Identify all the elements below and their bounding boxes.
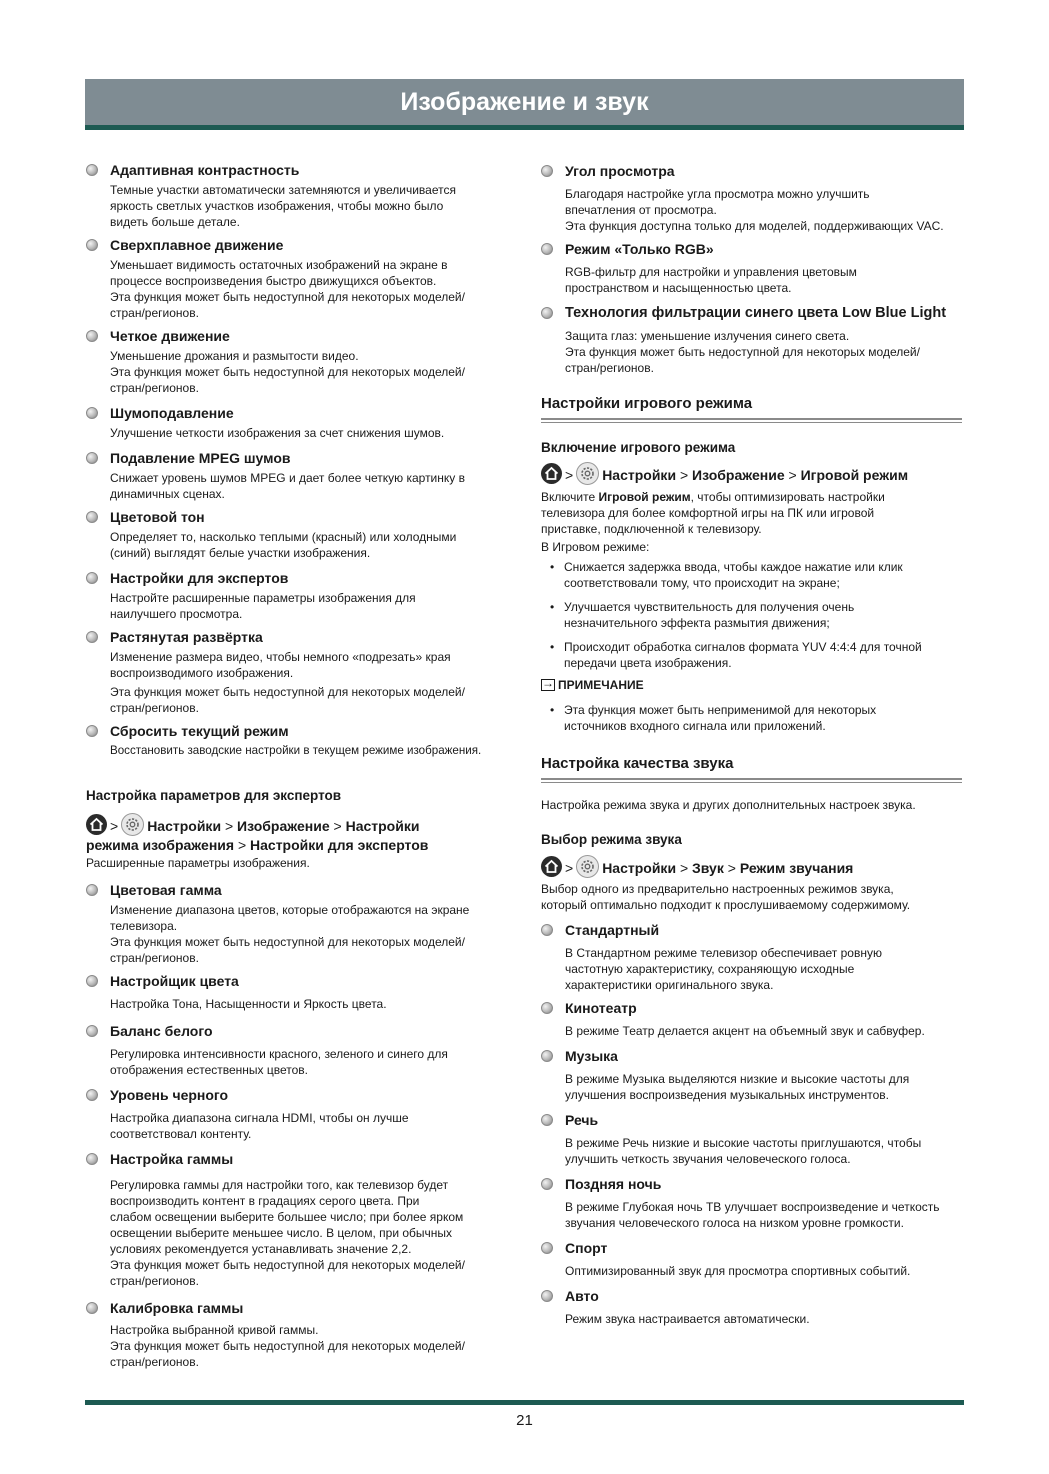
item-title: Шумоподавление <box>110 405 234 421</box>
page-number: 21 <box>516 1412 533 1429</box>
bullet-icon <box>86 572 98 584</box>
item-desc: Восстановить заводские настройки в текущем режиме изображения. <box>110 744 482 757</box>
item-desc: Настройка выбранной кривой гаммы. Эта функция может быть недоступной для некоторых моделей/ стран/регионов. <box>110 1323 465 1369</box>
item-desc: В режиме Глубокая ночь ТВ улучшает воспроизведение и четкость звучания человеческого голоса на низком уровне громкости. <box>565 1200 940 1230</box>
bullet-icon <box>86 164 98 176</box>
item-title: Настройка гаммы <box>110 1151 234 1167</box>
item-title: Музыка <box>565 1048 618 1064</box>
list-item <box>541 921 966 993</box>
item-desc: Настройка диапазона сигнала HDMI, чтобы он лучше соответствовал контенту. <box>110 1111 409 1141</box>
item-desc: В режиме Музыка выделяются низкие и высокие частоты для улучшения воспроизведения музыкальных инструментов. <box>565 1072 910 1102</box>
item-title: Четкое движение <box>110 328 230 344</box>
note-list <box>541 702 966 734</box>
list-item <box>86 508 511 561</box>
bullet-icon <box>541 1050 553 1062</box>
bullet-icon <box>541 1002 553 1014</box>
bullet-icon <box>86 975 98 987</box>
section-heading: Настройки игрового режима <box>541 395 753 412</box>
item-desc: В режиме Театр делается акцент на объемный звук и сабвуфер. <box>565 1024 925 1038</box>
item-desc: В режиме Речь низкие и высокие частоты приглушаются, чтобы улучшить четкость звучания человеческого голоса. <box>565 1136 922 1166</box>
bullet-icon <box>541 1178 553 1190</box>
item-desc: Уменьшает видимость остаточных изображений на экране в процессе воспроизведения быстро движущихся объектов. Эта функция может быть недоступной для некоторых моделей/ стран/регионов. <box>110 258 465 320</box>
menu-path: > Настройки > Изображение > Настройки режима изображения > Настройки для экспертов <box>86 813 511 855</box>
heading-rule <box>541 418 962 423</box>
heading-rule <box>541 778 962 783</box>
bullet-icon <box>541 1290 553 1302</box>
in-game-label: В Игровом режиме: <box>541 540 650 554</box>
home-icon <box>541 463 562 484</box>
list-item <box>541 1111 966 1167</box>
item-desc: Регулировка гаммы для настройки того, как телевизор будет воспроизводить контент в градациях серого цвета. При слабом освещении выберите большее число; при более ярком освещении выберите меньшее число. В целом, при обычных условиях рекомендуется устанавливать значение 2,2. Эта функция может быть недоступной для некоторых моделей/ стран/регионов. <box>110 1178 465 1288</box>
list-item <box>541 304 966 376</box>
list-item <box>86 569 511 622</box>
item-title: Цветовой тон <box>110 509 205 525</box>
section-heading: Настройка качества звука <box>541 755 734 772</box>
item-desc: Регулировка интенсивности красного, зеленого и синего для отображения естественных цветов. <box>110 1047 448 1077</box>
sub-heading: Выбор режима звука <box>541 832 682 847</box>
list-item <box>86 1086 511 1142</box>
bullet-icon <box>541 307 553 319</box>
item-desc: RGB-фильтр для настройки и управления цветовым пространством и насыщенностью цвета. <box>565 265 857 295</box>
item-title: Настройщик цвета <box>110 973 239 989</box>
feature-list <box>541 559 966 671</box>
list-item <box>86 972 511 1012</box>
bullet-icon <box>86 452 98 464</box>
item-title: Режим «Только RGB» <box>565 241 714 257</box>
item-title: Угол просмотра <box>565 163 675 179</box>
bullet-icon <box>86 725 98 737</box>
bullet-icon <box>86 330 98 342</box>
item-title: Сверхплавное движение <box>110 237 284 253</box>
section-intro: Настройка режима звука и других дополнительных настроек звука. <box>541 798 916 812</box>
bullet-icon <box>541 924 553 936</box>
section-heading: Настройка параметров для экспертов <box>86 788 342 803</box>
list-item <box>86 1299 511 1370</box>
left-column <box>86 161 511 1370</box>
item-desc: Оптимизированный звук для просмотра спортивных событий. <box>565 1264 911 1278</box>
item-title: Авто <box>565 1288 599 1304</box>
item-title: Цветовая гамма <box>110 882 222 898</box>
list-item <box>86 1022 511 1078</box>
item-desc: Настройте расширенные параметры изображения для наилучшего просмотра. <box>110 591 416 621</box>
item-desc: Благодаря настройке угла просмотра можно улучшить впечатления от просмотра. Эта функция доступна только для моделей, поддерживающих VAC. <box>565 187 944 233</box>
item-title: Стандартный <box>565 922 660 938</box>
gear-icon <box>576 855 599 878</box>
list-item: • Происходит обработка сигналов формата YUV 4:4:4 для точной передачи цвета изображения. <box>541 639 966 671</box>
list-item <box>541 1239 966 1279</box>
bullet-icon <box>86 407 98 419</box>
item-title: Растянутая развёртка <box>110 629 263 645</box>
bullet-icon <box>541 243 553 255</box>
item-desc: Темные участки автоматически затемняются и увеличивается яркость светлых участков изображения, чтобы можно было видеть больше детале. <box>110 183 456 229</box>
list-item: • Улучшается чувствительность для получения очень незначительного эффекта размытия движения; <box>541 599 966 631</box>
title-rule <box>85 125 964 130</box>
list-item <box>86 327 511 396</box>
list-item <box>86 1150 511 1289</box>
list-item: • Снижается задержка ввода, чтобы каждое нажатие или клик соответствовали тому, что происходит на экране; <box>541 559 966 591</box>
item-title: Баланс белого <box>110 1023 213 1039</box>
gear-icon <box>576 462 599 485</box>
item-title: Настройки для экспертов <box>110 570 289 586</box>
list-item <box>541 162 966 234</box>
item-title: Калибровка гаммы <box>110 1300 244 1316</box>
list-item <box>541 240 966 296</box>
note-heading: →ПРИМЕЧАНИЕ <box>541 677 966 693</box>
item-desc: Настройка Тона, Насыщенности и Яркость цвета. <box>110 997 387 1011</box>
menu-path: > Настройки > Звук > Режим звучания <box>541 855 966 878</box>
item-desc: Изменение диапазона цветов, которые отображаются на экране телевизора. Эта функция может быть недоступной для некоторых моделей/ стран/регионов. <box>110 903 470 965</box>
item-title: Подавление MPEG шумов <box>110 450 291 466</box>
list-item <box>86 628 511 716</box>
bullet-icon <box>541 1114 553 1126</box>
item-desc: Режим звука настраивается автоматически. <box>565 1312 810 1326</box>
item-desc: Улучшение четкости изображения за счет снижения шумов. <box>110 426 445 440</box>
item-title: Кинотеатр <box>565 1000 637 1016</box>
list-item <box>86 881 511 966</box>
item-title: Адаптивная контрастность <box>110 162 300 178</box>
list-item <box>541 1047 966 1103</box>
item-title: Спорт <box>565 1240 608 1256</box>
footer-rule <box>85 1400 964 1405</box>
item-title: Сбросить текущий режим <box>110 723 289 739</box>
list-item <box>86 161 511 230</box>
list-item <box>86 449 511 502</box>
list-item <box>86 236 511 321</box>
item-title: Технология фильтрации синего цвета Low Blue Light <box>565 305 947 321</box>
item-desc: Уменьшение дрожания и размытости видео. Эта функция может быть недоступной для некоторых моделей/ стран/регионов. <box>110 349 465 395</box>
bullet-icon <box>541 1242 553 1254</box>
item-title: Поздняя ночь <box>565 1176 662 1192</box>
list-item: • Эта функция может быть неприменимой для некоторых источников входного сигнала или приложений. <box>541 702 966 734</box>
item-desc: В Стандартном режиме телевизор обеспечивает ровную частотную характеристику, сохраняющую исходные характеристики оригинального звука. <box>565 946 882 992</box>
list-item <box>86 722 511 759</box>
bullet-icon <box>86 884 98 896</box>
section-desc: Выбор одного из предварительно настроенных режимов звука, который оптимально подходит к прослушиваемому содержимому. <box>541 882 911 912</box>
right-column <box>541 162 966 1327</box>
bullet-icon <box>541 165 553 177</box>
item-title: Уровень черного <box>110 1087 229 1103</box>
item-desc: Защита глаз: уменьшение излучения синего света. Эта функция может быть недоступной для некоторых моделей/ стран/регионов. <box>565 329 920 375</box>
bullet-icon <box>86 511 98 523</box>
section-intro: Расширенные параметры изображения. <box>86 856 310 870</box>
list-item <box>541 1287 966 1327</box>
item-desc: Определяет то, насколько теплыми (красный) или холодными (синий) выглядят белые участки изображения. <box>110 530 457 560</box>
gear-icon <box>121 813 144 836</box>
item-desc: Снижает уровень шумов MPEG и дает более четкую картинку в динамичных сценах. <box>110 471 465 501</box>
page-title: Изображение и звук <box>85 79 964 125</box>
item-desc: Эта функция может быть недоступной для некоторых моделей/ стран/регионов. <box>110 685 465 715</box>
bullet-icon <box>86 1153 98 1165</box>
bullet-icon <box>86 1025 98 1037</box>
home-icon <box>86 814 107 835</box>
home-icon <box>541 856 562 877</box>
sub-heading: Включение игрового режима <box>541 440 736 455</box>
list-item <box>541 1175 966 1231</box>
menu-path: > Настройки > Изображение > Игровой режим <box>541 462 966 485</box>
bullet-icon <box>86 239 98 251</box>
list-item <box>541 999 966 1039</box>
bullet-icon <box>86 631 98 643</box>
list-item <box>86 404 511 441</box>
item-desc: Изменение размера видео, чтобы немного «подрезать» края воспроизводимого изображения. <box>110 650 451 680</box>
item-title: Речь <box>565 1112 599 1128</box>
bullet-icon <box>86 1089 98 1101</box>
section-intro: Включите Игровой режим, чтобы оптимизировать настройки телевизора для более комфортной игры на ПК или игровой приставке, подключенной к телевизору. <box>541 490 885 536</box>
note-icon <box>541 679 555 691</box>
bullet-icon <box>86 1302 98 1314</box>
